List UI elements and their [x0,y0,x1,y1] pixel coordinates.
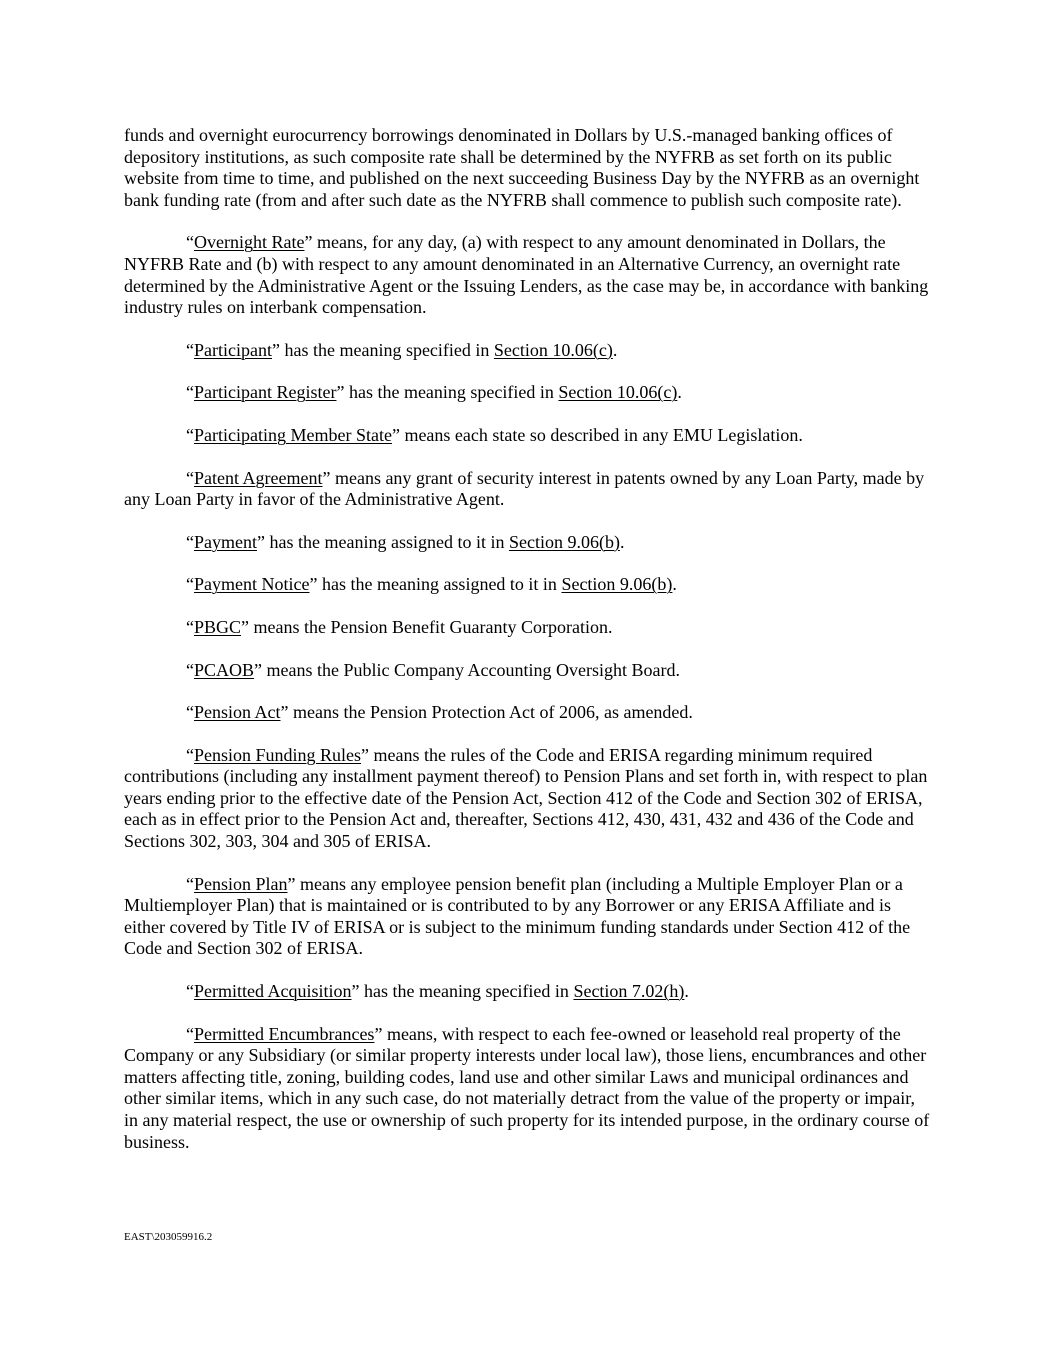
open-quote: “ [186,659,194,680]
definition-paragraph [124,745,930,853]
definition-paragraph [124,532,930,554]
defined-term: PCAOB [194,659,255,680]
definition-paragraph [124,425,930,447]
defined-term: Patent Agreement [194,467,323,488]
defined-term: Overnight Rate [194,232,305,253]
defined-term: Permitted Acquisition [194,981,352,1002]
open-quote: “ [186,382,194,403]
definition-paragraph [124,468,930,511]
definition-text: ” has the meaning specified in [271,339,494,360]
definitions-list [124,232,930,1153]
open-quote: “ [186,616,194,637]
definition-paragraph [124,382,930,404]
open-quote: “ [186,873,194,894]
open-quote: “ [186,232,194,253]
definition-text: ” means each state so described in any EMU Legislation. [391,424,803,445]
open-quote: “ [186,531,194,552]
defined-term: Payment [194,531,257,552]
definition-paragraph [124,660,930,682]
open-quote: “ [186,981,194,1002]
defined-term: Participant [194,339,272,360]
section-reference: Section 9.06(b) [561,574,673,595]
definition-paragraph [124,1024,930,1154]
definition-tail: . [677,382,682,403]
definition-paragraph [124,981,930,1003]
definition-text: ” means the Pension Protection Act of 2006, as amended. [280,702,693,723]
definition-text: ” means the Public Company Accounting Oversight Board. [254,659,680,680]
document-page [124,125,930,1174]
definition-paragraph [124,617,930,639]
definition-tail: . [672,574,677,595]
definition-paragraph [124,232,930,318]
defined-term: PBGC [194,616,242,637]
definition-text: ” has the meaning specified in [351,981,574,1002]
definition-paragraph [124,340,930,362]
defined-term: Pension Plan [194,873,288,894]
section-reference: Section 10.06(c) [493,339,613,360]
definition-text: ” means, with respect to each fee-owned or leasehold real property of the Company or any Subsidiary (or similar property interests under local law), those liens, encumbrances and other matters affecting title, zoning, building codes, land use and other similar Laws and municipal ordinances and other similar items, which in any such case, do not materially detract from the value of the property or impair, in any material respect, the use or ownership of such property for its intended purpose, in the ordinary course of business. [124,1023,930,1152]
open-quote: “ [186,574,194,595]
definition-text: ” has the meaning assigned to it in [309,574,562,595]
continuation-paragraph: funds and overnight eurocurrency borrowings denominated in Dollars by U.S.-managed banking offices of depository institutions, as such composite rate shall be determined by the NYFRB as set forth on its public website from time to time, and published on the next succeeding Business Day by the NYFRB as an overnight bank funding rate (from and after such date as the NYFRB shall commence to publish such composite rate). [124,125,920,210]
section-reference: Section 9.06(b) [508,531,620,552]
definition-text: ” has the meaning specified in [336,382,559,403]
open-quote: “ [186,339,194,360]
defined-term: Participant Register [194,382,337,403]
definition-paragraph [124,874,930,960]
definition-text: ” means, for any day, (a) with respect to any amount denominated in Dollars, the NYFRB Rate and (b) with respect to any amount denominated in an Alternative Currency, an overnight rate determined by the Administrative Agent or the Issuing Lenders, as the case may be, in accordance with banking industry rules on interbank compensation. [124,232,929,318]
definition-tail: . [619,531,625,552]
section-reference: Section 7.02(h) [573,981,685,1002]
defined-term: Payment Notice [194,574,310,595]
definition-text: ” has the meaning assigned to it in [257,531,509,552]
definition-paragraph [124,702,930,724]
section-reference: Section 10.06(c) [558,382,678,403]
definition-tail: . [684,981,689,1002]
definition-text: ” means any employee pension benefit plan (including a Multiple Employer Plan or a Multiemployer Plan) that is maintained or is contributed to by any Borrower or any ERISA Affiliate and is either covered by Title IV of ERISA or is subject to the minimum funding standards under Section 412 of the Code and Section 302 of ERISA. [124,873,911,959]
open-quote: “ [186,744,194,765]
open-quote: “ [186,424,194,445]
definition-text: ” means the rules of the Code and ERISA regarding minimum required contributions (including any installment payment thereof) to Pension Plans and set forth in, with respect to plan years ending prior to the effective date of the Pension Act, Section 412 of the Code and Section 302 of ERISA, each as in effect prior to the Pension Act and, thereafter, Sections 412, 430, 431, 432 and 436 of the Code and Sections 302, 303, 304 and 305 of ERISA. [124,744,928,852]
open-quote: “ [186,702,194,723]
open-quote: “ [186,1023,194,1044]
definition-tail: . [612,339,618,360]
definition-text: ” means any grant of security interest in patents owned by any Loan Party, made by any Loan Party in favor of the Administrative Agent. [124,467,925,510]
definition-paragraph [124,574,930,596]
definition-text: ” means the Pension Benefit Guaranty Corporation. [241,616,613,637]
open-quote: “ [186,467,194,488]
defined-term: Pension Funding Rules [194,744,362,765]
defined-term: Participating Member State [194,424,392,445]
defined-term: Pension Act [194,702,281,723]
document-footer-id: EAST\203059916.2 [124,1231,213,1243]
defined-term: Permitted Encumbrances [194,1023,375,1044]
